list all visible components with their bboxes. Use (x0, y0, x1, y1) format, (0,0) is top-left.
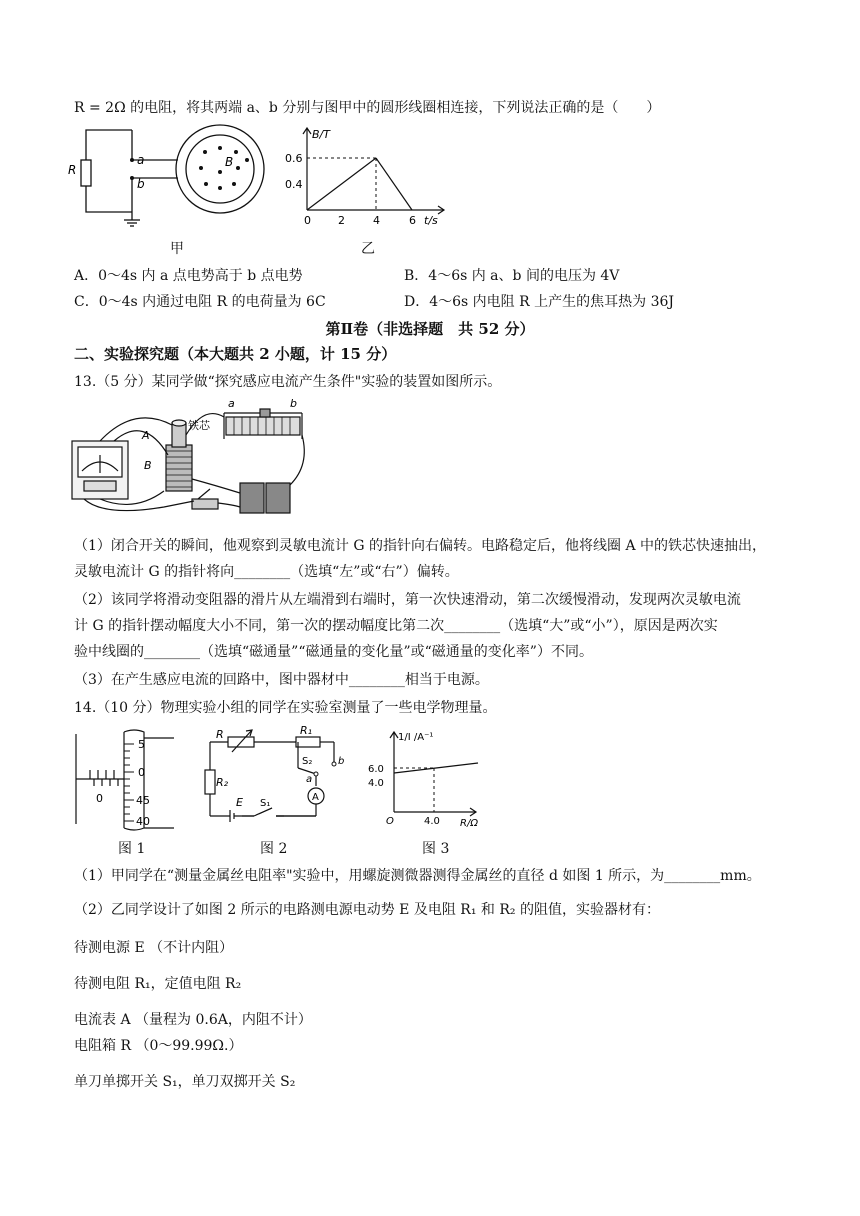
q12-stem: R = 2Ω 的电阻，将其两端 a、b 分别与图甲中的圆形线圈相连接，下列说法正确的是（ ） (74, 100, 661, 116)
fig3-y-tick: 6.0 (368, 764, 384, 775)
q13-p1-line1: （1）闭合开关的瞬间，他观察到灵敏电流计 G 的指针向右偏转。电路稳定后，他将线圈 A 中的铁芯快速抽出， (74, 538, 766, 554)
yi-y-tick: 0.4 (285, 178, 303, 191)
q12-figure-jia (60, 122, 270, 232)
option-b: B．4～6s 内 a、b 间的电压为 4V (404, 268, 620, 284)
fig3-origin: O (386, 816, 394, 827)
label-R: R (68, 163, 77, 177)
fig1-tick: 45 (136, 794, 150, 807)
option-c: C．0～4s 内通过电阻 R 的电荷量为 6C (74, 294, 326, 310)
q13-p1-line2: 灵敏电流计 G 的指针将向________（选填“左”或“右”）偏转。 (74, 564, 459, 580)
fig2-label-S2: S₂ (302, 756, 313, 767)
label-a: a (137, 153, 145, 167)
caption-fig3: 图 3 (422, 841, 450, 857)
section2-title: 二、实验探究题（本大题共 2 小题，计 15 分） (74, 345, 397, 363)
label-coil-B: B (144, 459, 152, 472)
fig2-ammeter: A (312, 792, 319, 803)
equipment-source: 待测电源 E （不计内阻） (74, 940, 234, 956)
caption-fig1: 图 1 (118, 841, 146, 857)
label-end-b: b (290, 397, 297, 410)
fig3-y-label: 1/I /A⁻¹ (398, 732, 434, 743)
fig2-label-R2: R₂ (216, 776, 229, 789)
fig1-zero: 0 (96, 792, 103, 805)
q13-p2-line2: 计 G 的指针摆动幅度大小不同，第一次的摆动幅度比第二次________（选填“大”或“小”），原因是两次实 (74, 618, 718, 634)
yi-x-label: t/s (424, 214, 438, 227)
fig2-label-R: R (216, 728, 224, 741)
yi-y-tick: 0.6 (285, 152, 303, 165)
equipment-resistance-box: 电阻箱 R （0～99.99Ω.） (74, 1038, 243, 1054)
caption-fig2: 图 2 (260, 841, 288, 857)
label-core: 铁芯 (188, 419, 210, 432)
q14-p2: （2）乙同学设计了如图 2 所示的电路测电源电动势 E 及电阻 R₁ 和 R₂ 的阻值，实验器材有： (74, 902, 660, 918)
fig2-label-b: b (338, 756, 345, 767)
fig3-x-tick: 4.0 (424, 816, 440, 827)
yi-x-tick: 6 (409, 214, 416, 227)
yi-y-label: B/T (312, 128, 330, 141)
caption-yi: 乙 (361, 241, 375, 257)
q14-figure2-circuit (198, 724, 348, 828)
part2-title: 第Ⅱ卷（非选择题 共 52 分） (325, 320, 535, 338)
yi-x-tick: 0 (304, 214, 311, 227)
label-coil-A: A (142, 429, 150, 442)
q13-p3: （3）在产生感应电流的回路中，图中器材中________相当于电源。 (74, 672, 489, 688)
q12-figure-yi (282, 120, 452, 232)
yi-x-tick: 2 (338, 214, 345, 227)
equipment-switches: 单刀单掷开关 S₁，单刀双掷开关 S₂ (74, 1074, 296, 1090)
q13-apparatus-figure (64, 395, 314, 520)
fig1-tick: 5 (138, 738, 145, 751)
equipment-resistors: 待测电阻 R₁，定值电阻 R₂ (74, 976, 242, 992)
q14-stem: 14.（10 分）物理实验小组的同学在实验室测量了一些电学物理量。 (74, 700, 497, 716)
q14-figure1-micrometer (68, 724, 180, 834)
label-B: B (225, 155, 234, 169)
q13-p2-line3: 验中线圈的________（选填“磁通量”“磁通量的变化量”或“磁通量的变化率”）不同。 (74, 644, 593, 660)
q14-p1: （1）甲同学在“测量金属丝电阻率"实验中，用螺旋测微器测得金属丝的直径 d 如图 1 所示，为________mm。 (74, 868, 761, 884)
q14-figure3-graph (364, 726, 494, 830)
option-d: D．4～6s 内电阻 R 上产生的焦耳热为 36J (404, 294, 674, 310)
yi-x-tick: 4 (373, 214, 380, 227)
fig2-label-S1: S₁ (260, 798, 271, 809)
fig1-tick: 0 (138, 766, 145, 779)
label-end-a: a (228, 397, 235, 410)
fig3-y-tick: 4.0 (368, 778, 384, 789)
fig3-x-label: R/Ω (460, 818, 478, 829)
fig2-label-a: a (306, 774, 313, 785)
q13-stem: 13.（5 分）某同学做“探究感应电流产生条件"实验的装置如图所示。 (74, 374, 502, 390)
label-b: b (137, 177, 145, 191)
equipment-ammeter: 电流表 A （量程为 0.6A，内阻不计） (74, 1012, 312, 1028)
q13-p2-line1: （2）该同学将滑动变阻器的滑片从左端滑到右端时，第一次快速滑动，第二次缓慢滑动，发现两次灵敏电流 (74, 592, 741, 608)
fig1-tick: 40 (136, 815, 150, 828)
fig2-label-E: E (236, 796, 243, 809)
caption-jia: 甲 (170, 241, 184, 257)
fig2-label-R1: R₁ (300, 724, 313, 737)
option-a: A．0～4s 内 a 点电势高于 b 点电势 (74, 268, 303, 284)
